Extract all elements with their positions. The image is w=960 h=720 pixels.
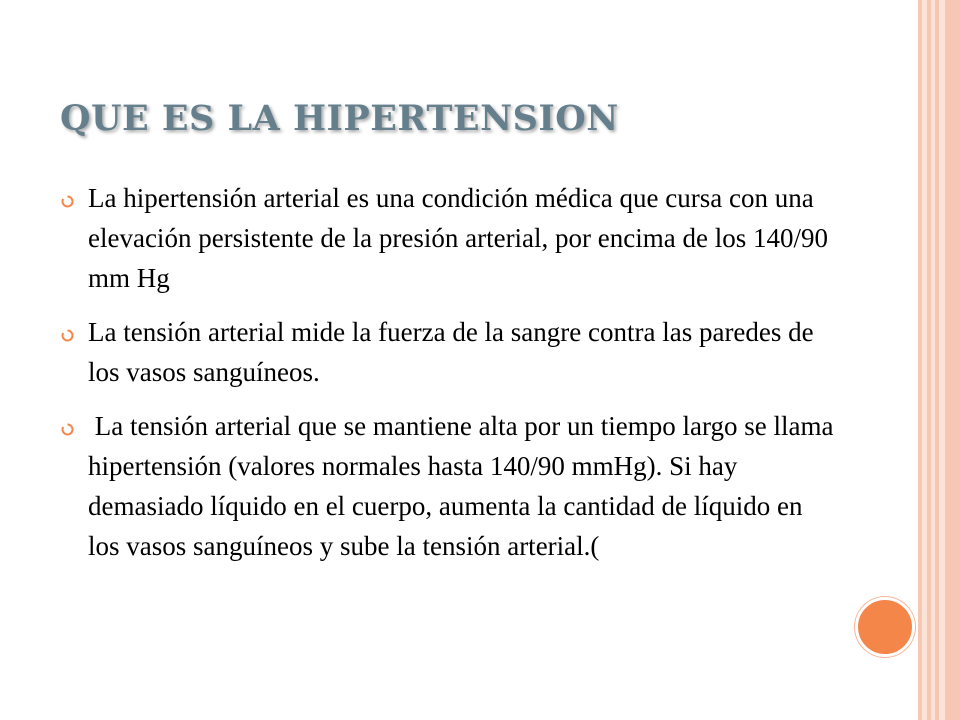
- bullet-text: La tensión arterial que se mantiene alta por un tiempo largo se llama hipertensión (valores normales hasta 140/90 mmHg). Si hay demasiado líquido en el cuerpo, aumenta la cantidad de líquido en los vasos sanguíneos y sube la tensión arterial.(: [88, 411, 841, 561]
- bullet-text: La tensión arterial mide la fuerza de la sangre contra las paredes de los vasos sanguíneos.: [88, 317, 814, 387]
- open-ring-bullet-icon: [61, 195, 74, 208]
- decorative-stripe: [935, 0, 939, 720]
- decorative-stripe: [927, 0, 931, 720]
- decorative-stripe: [918, 0, 922, 720]
- orange-circle-icon: [855, 597, 915, 657]
- bullet-item: [60, 406, 840, 566]
- open-ring-bullet-icon: [61, 329, 74, 342]
- bullet-list: [60, 178, 840, 580]
- slide-title: QUE ES LA HIPERTENSION: [60, 98, 619, 139]
- open-ring-bullet-icon: [61, 423, 74, 436]
- decorative-stripe: [945, 0, 960, 720]
- bullet-item: [60, 178, 840, 298]
- bullet-item: [60, 312, 840, 392]
- bullet-text: La hipertensión arterial es una condición médica que cursa con una elevación persistente de la presión arterial, por encima de los 140/90 mm Hg: [88, 183, 828, 293]
